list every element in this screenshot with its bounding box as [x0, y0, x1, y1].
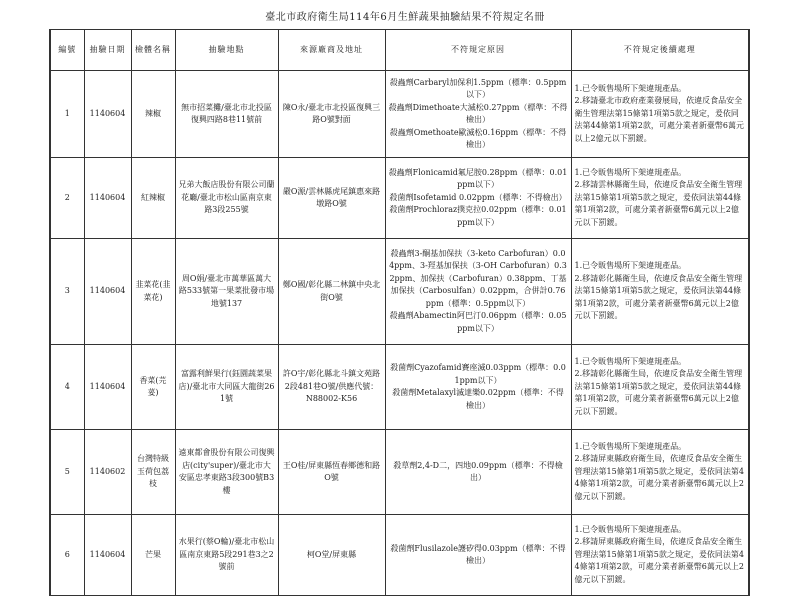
table-row	[50, 71, 749, 158]
followup-item: 2.移請屏東縣政府衛生局，依違反食品安全衛生管理法第15條第1項第5款之規定，爰依同法第44條第1項第2款，可處分業者新臺幣6萬元以上2億元以下罰鍰。	[574, 537, 744, 584]
cell-followup	[571, 71, 749, 158]
header-sample: 檢體名稱	[131, 30, 175, 71]
cell-source: 柯O堂/屏東縣	[278, 515, 385, 596]
cell-followup	[571, 515, 749, 596]
reason-item: 殺菌劑Isofetamid 0.02ppm（標準：不得檢出）	[389, 192, 567, 202]
reason-item: 殺蟲劑Flonicamid氟尼胺0.28ppm（標準：0.01ppm以下）	[388, 167, 568, 190]
table-row	[50, 158, 749, 239]
header-source: 來源廠商及地址	[278, 30, 385, 71]
reason-item: 殺菌劑Cyazofamid賽座滅0.03ppm（標準：0.01ppm以下）	[390, 363, 566, 385]
cell-no: 1	[50, 71, 84, 158]
reason-item: 殺蟲劑3-酮基加保扶（3-keto Carbofuran）0.04ppm、3-羥基加保扶（3-OH Carbofuran）0.32ppm、加保扶（Carbofuran）0.38ppm、丁基加保扶（Carbosulfan）0.02ppm，合併計0.76ppm（標準：0.5ppm以下）	[389, 248, 567, 308]
cell-source: 嚴O源/雲林縣虎尾鎮惠來路墩路O號	[278, 158, 385, 239]
cell-location: 水果行(蔡O輪)/臺北市松山區南京東路5段291巷3之2號前	[175, 515, 278, 596]
table-row	[50, 345, 749, 430]
cell-followup	[571, 430, 749, 515]
cell-date: 1140604	[84, 515, 131, 596]
violations-table	[49, 29, 750, 596]
reason-item: 殺草劑2,4-D二，四地0.09ppm（標準：不得檢出）	[393, 460, 563, 482]
reason-item: 殺蟲劑Omethoate歐滅松0.16ppm（標準：不得檢出）	[389, 127, 567, 149]
reason-item: 殺菌劑Metalaxyl滅達樂0.02ppm（標準：不得檢出）	[392, 388, 564, 410]
cell-no: 4	[50, 345, 84, 430]
cell-sample: 芒果	[131, 515, 175, 596]
cell-location: 兄弟大飯店股份有限公司蘭花廳/臺北市松山區南京東路3段255號	[175, 158, 278, 239]
reason-item: 殺蟲劑Dimethoate大滅松0.27ppm（標準：不得檢出）	[388, 102, 568, 124]
followup-item: 1.已令販售場所下架違規產品。	[574, 524, 687, 534]
followup-item: 2.移請彰化縣衛生局，依違反食品安全衛生管理法第15條第1項第5款之規定，爰依同法第44條第1項第2款，可處分業者新臺幣6萬元以上2億元以下罰鍰。	[574, 273, 743, 321]
cell-location: 周O娟/臺北市萬華區萬大路533號第一果菜批發市場地號137	[175, 239, 278, 345]
cell-reasons	[385, 430, 571, 515]
cell-date: 1140604	[84, 158, 131, 239]
cell-sample: 紅辣椒	[131, 158, 175, 239]
header-location: 抽驗地點	[175, 30, 278, 71]
header-reason: 不符規定原因	[385, 30, 571, 71]
cell-source: 鄭O國/彰化縣二林鎮中央北街O號	[278, 239, 385, 345]
cell-sample: 辣椒	[131, 71, 175, 158]
cell-followup	[571, 158, 749, 239]
cell-reasons	[385, 71, 571, 158]
cell-followup	[571, 239, 749, 345]
followup-item: 1.已令販售場所下架違規產品。	[574, 167, 687, 177]
cell-location: 無市招菜攤/臺北市北投區復興四路8巷11號前	[175, 71, 278, 158]
cell-followup	[571, 345, 749, 430]
cell-no: 6	[50, 515, 84, 596]
followup-item: 2.移請雲林縣衛生局，依違反食品安全衛生管理法第15條第1項第5款之規定，爰依同法第44條第1項第2款，可處分業者新臺幣6萬元以上2億元以下罰鍰。	[574, 180, 743, 227]
reason-item: 殺蟲劑Carbaryl加保利1.5ppm（標準：0.5ppm以下）	[389, 77, 567, 99]
header-no: 編號	[50, 30, 84, 71]
reason-item: 殺蟲劑Abamectin阿巴汀0.06ppm（標準：0.05ppm以下）	[389, 311, 567, 333]
cell-source: 許O宇/彰化縣北斗鎮文苑路2段481巷O號/供應代號：N88002-K56	[278, 345, 385, 430]
table-header-row	[50, 30, 749, 71]
cell-reasons	[385, 515, 571, 596]
cell-date: 1140602	[84, 430, 131, 515]
cell-reasons	[385, 239, 571, 345]
followup-item: 2.移請彰化縣衛生局，依違反食品安全衛生管理法第15條第1項第5款之規定，爰依同法第44條第1項第2款，可處分業者新臺幣6萬元以上2億元以下罰鍰。	[574, 369, 743, 416]
reason-item: 殺菌劑Prochloraz撲克拉0.02ppm（標準：0.01ppm以下）	[389, 205, 567, 227]
cell-reasons	[385, 345, 571, 430]
cell-date: 1140604	[84, 71, 131, 158]
followup-item: 1.已令販售場所下架違規產品。	[574, 83, 687, 93]
cell-sample: 韭菜花(韭菜花)	[131, 239, 175, 345]
cell-date: 1140604	[84, 239, 131, 345]
followup-item: 1.已令販售場所下架違規產品。	[574, 356, 687, 366]
header-followup: 不符規定後續處理	[571, 30, 749, 71]
cell-date: 1140604	[84, 345, 131, 430]
cell-sample: 香菜(芫荽)	[131, 345, 175, 430]
cell-no: 3	[50, 239, 84, 345]
cell-sample: 台灣特級玉荷包荔枝	[131, 430, 175, 515]
cell-source: 陳O永/臺北市北投區復興三路O號對面	[278, 71, 385, 158]
cell-reasons	[385, 158, 571, 239]
reason-item: 殺菌劑Flusilazole護矽得0.03ppm（標準：不得檢出）	[390, 543, 566, 565]
cell-location: 遠東都會股份有限公司復興店(city'super)/臺北市大安區忠孝東路3段300號B3樓	[175, 430, 278, 515]
followup-item: 1.已令販售場所下架違規產品。	[574, 441, 687, 451]
followup-item: 2.移請屏東縣政府衛生局，依違反食品安全衛生管理法第15條第1項第5款之規定，爰依同法第44條第1項第2款，可處分業者新臺幣6萬元以上2億元以下罰鍰。	[574, 454, 744, 501]
cell-no: 5	[50, 430, 84, 515]
document-title: 臺北市政府衛生局114年6月生鮮蔬果抽驗結果不符規定名冊	[265, 12, 545, 23]
cell-source: 王O桂/屏東縣恆春鄉德和路O號	[278, 430, 385, 515]
table-row	[50, 430, 749, 515]
table-row	[50, 515, 749, 596]
table-row	[50, 239, 749, 345]
cell-no: 2	[50, 158, 84, 239]
header-date: 抽驗日期	[84, 30, 131, 71]
followup-item: 1.已令販售場所下架違規產品。	[574, 261, 687, 271]
followup-item: 2.移請臺北市政府產業發展局，依違反食品安全衛生管理法第15條第1項第5款之規定，爰依同法第44條第1項第2款，可處分業者新臺幣6萬元以上2億元以下罰鍰。	[574, 96, 744, 143]
cell-location: 富露利鮮果行(鈺園蔬菜果店)/臺北市大同區大龍街261號	[175, 345, 278, 430]
